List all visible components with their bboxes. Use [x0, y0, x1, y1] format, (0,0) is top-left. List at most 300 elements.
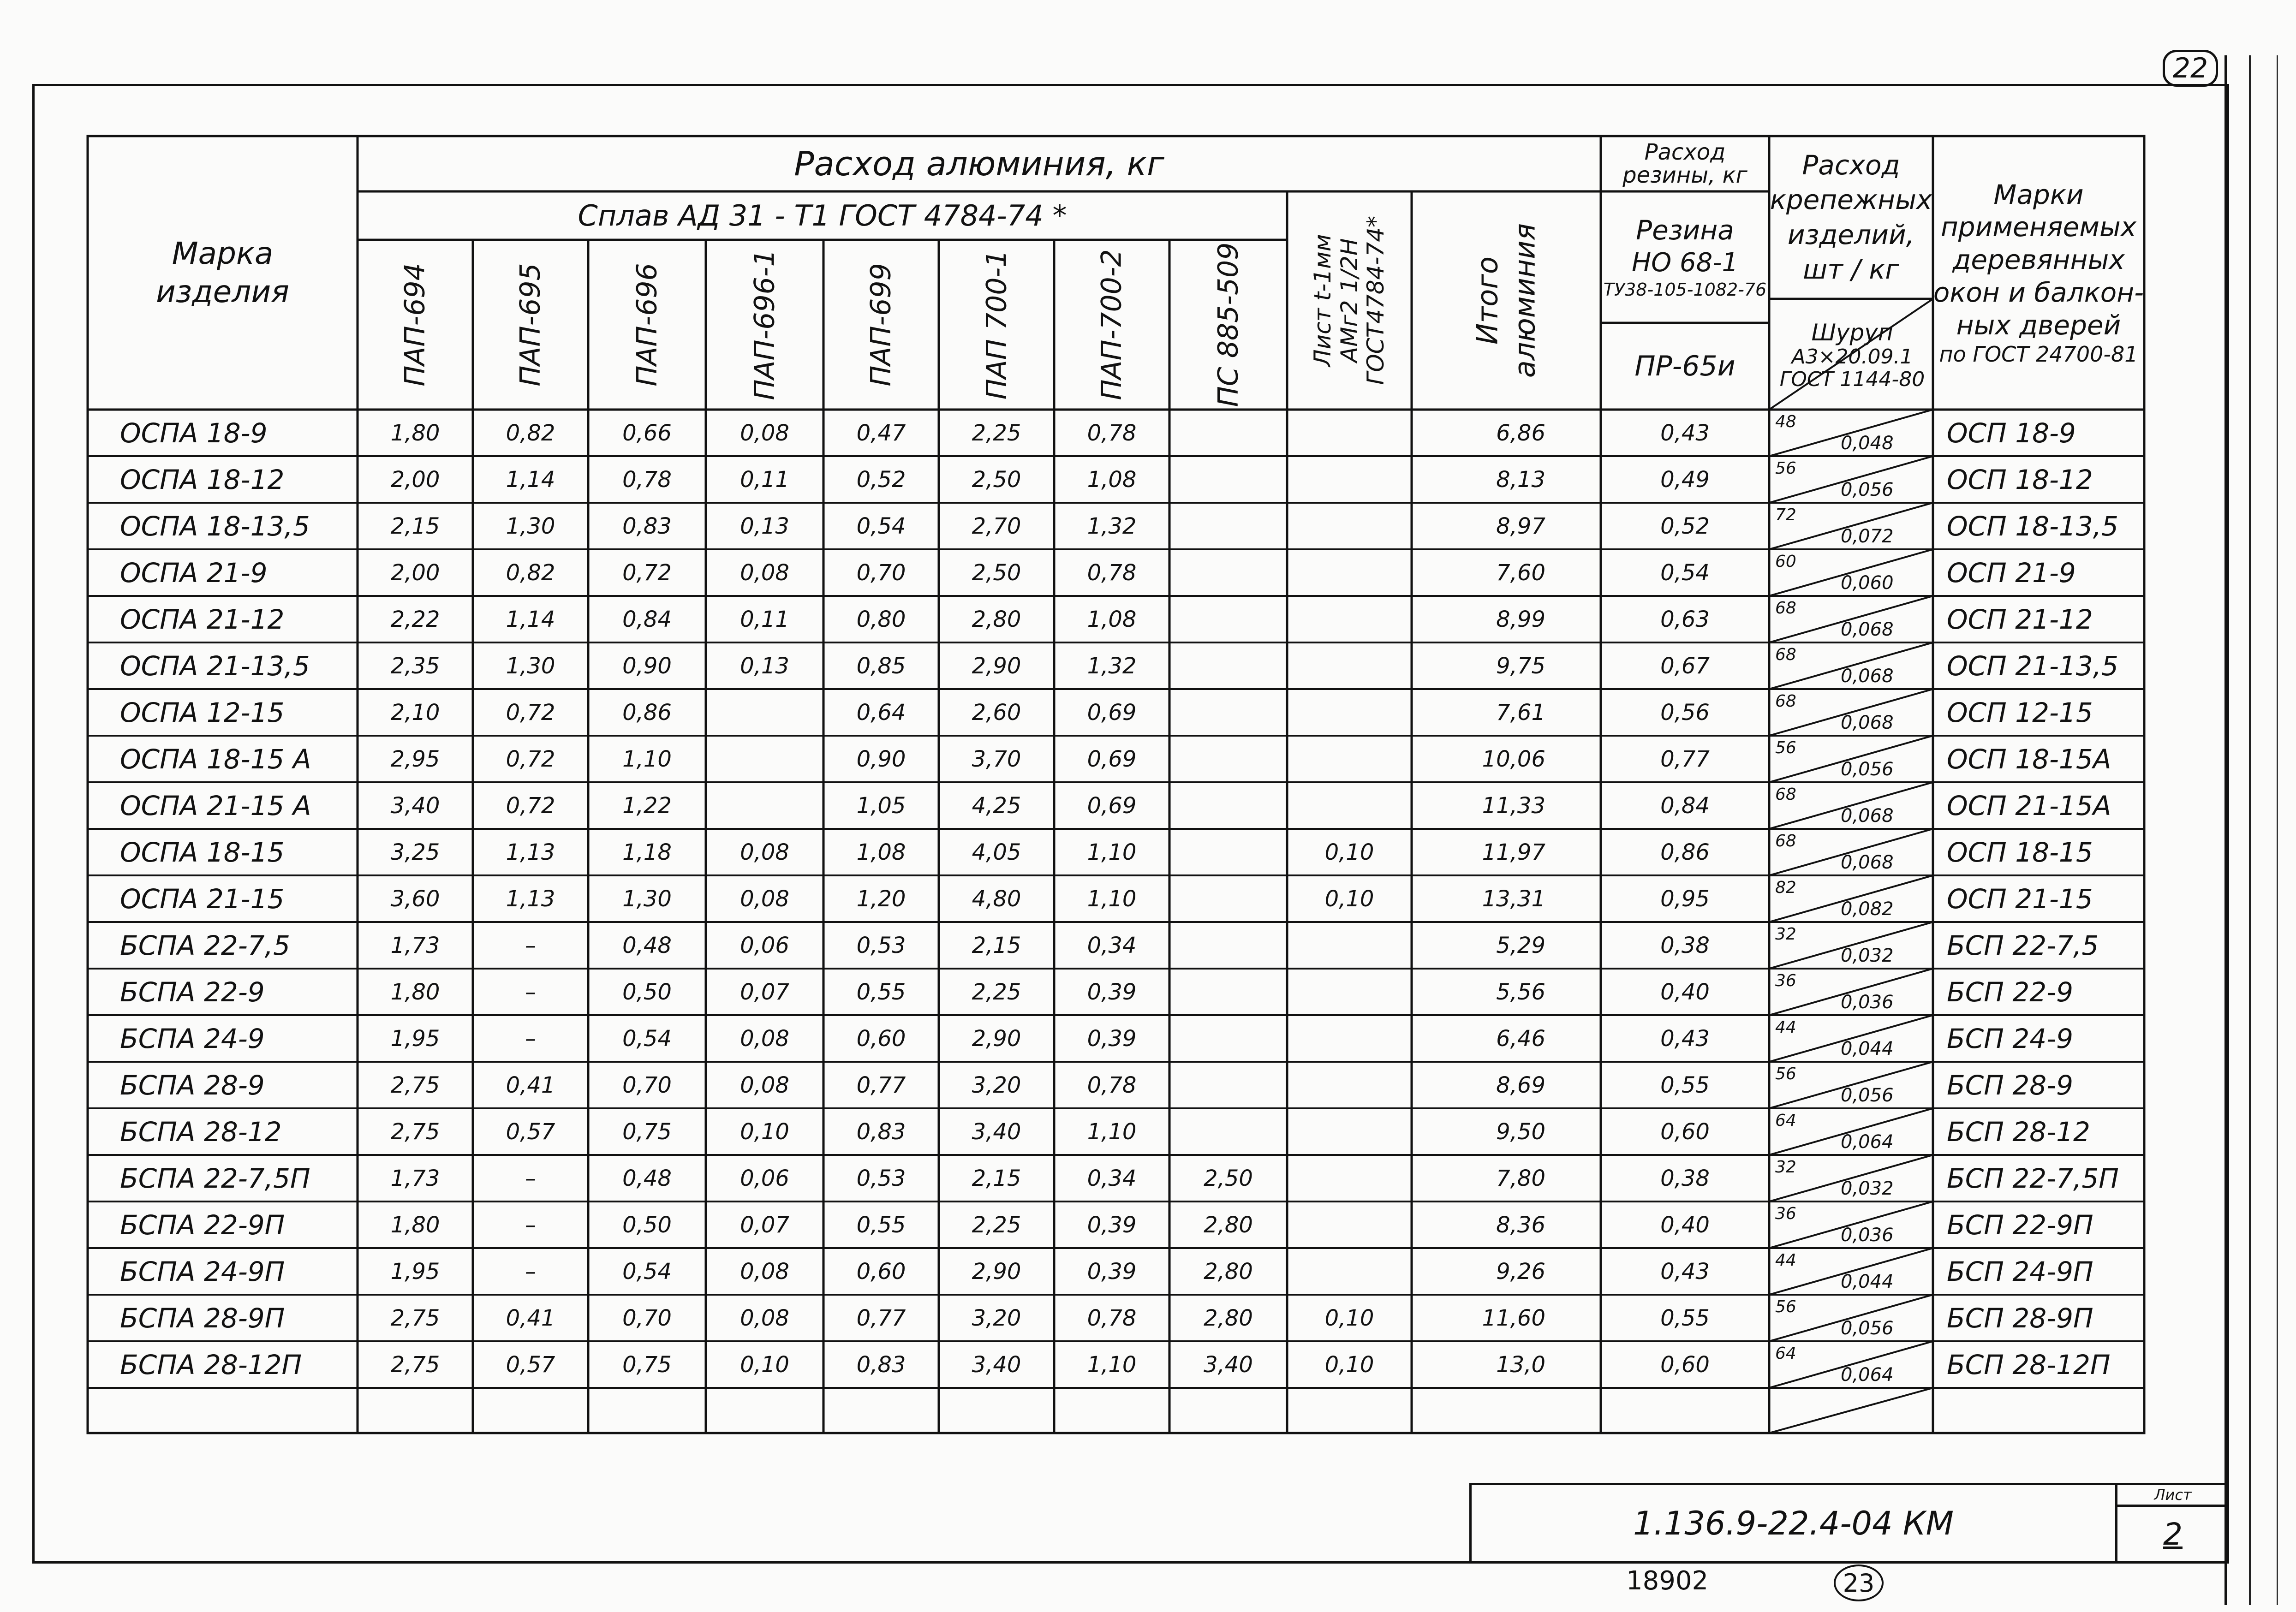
header-rubber-material — [1601, 191, 1769, 323]
cell-c4: 0,06 — [740, 932, 789, 958]
header-sheet-line-1: Лист t-1мм — [1309, 234, 1336, 367]
rubber-material-line-3: ТУ38-105-1082-76 — [1603, 280, 1767, 300]
cell-c5: 0,85 — [856, 653, 906, 679]
cell-mark: БСПА 24-9П — [120, 1255, 285, 1287]
cell-c6: 2,70 — [972, 513, 1021, 539]
cell-window: БСП 28-12 — [1947, 1116, 2090, 1148]
cell-rubber: 0,56 — [1660, 699, 1710, 726]
cell-c8 — [1169, 549, 1287, 596]
cell-rubber: 0,49 — [1660, 466, 1710, 493]
cell-total: 8,36 — [1496, 1212, 1545, 1238]
cell-window: ОСП 18-9 — [1947, 417, 2076, 449]
cell-rubber: 0,38 — [1660, 1165, 1710, 1191]
cell-c5: 0,55 — [856, 979, 906, 1005]
cell-c6: 2,25 — [972, 420, 1021, 446]
cell-c3: 0,50 — [622, 1212, 672, 1238]
cell-rubber: 0,40 — [1660, 979, 1710, 1005]
cell-sheet — [1287, 596, 1412, 642]
cell-total: 7,61 — [1496, 699, 1545, 726]
cell-fastener-qty: 72 — [1775, 506, 1796, 524]
header-alloy-col-6: ПАП 700-1 — [980, 250, 1013, 400]
cell-c3: 0,84 — [622, 606, 672, 632]
cell-sheet — [1287, 503, 1412, 549]
cell-fastener-kg: 0,056 — [1841, 759, 1894, 780]
cell-c6: 2,90 — [972, 1025, 1021, 1052]
cell-c8 — [1169, 1108, 1287, 1155]
cell-rubber: 0,54 — [1660, 559, 1710, 586]
header-alloy-group: Сплав АД 31 - Т1 ГОСТ 4784-74 * — [578, 199, 1067, 232]
cell-c7: 0,78 — [1087, 559, 1137, 586]
marks-line-1: Марки — [1993, 178, 2084, 210]
cell-c5: 0,53 — [856, 932, 906, 958]
cell-rubber: 0,52 — [1660, 513, 1710, 539]
cell-fastener-kg: 0,068 — [1841, 712, 1894, 733]
cell-fastener-kg: 0,036 — [1841, 992, 1894, 1013]
cell-total: 5,29 — [1496, 932, 1545, 958]
cell-c4: 0,08 — [740, 1305, 789, 1331]
cell-c2: 0,82 — [506, 420, 555, 446]
cell-c7: 0,39 — [1087, 979, 1137, 1005]
fastener-diagonal — [1769, 1388, 1933, 1433]
cell-fastener-qty: 44 — [1775, 1018, 1796, 1037]
cell-total: 11,60 — [1482, 1305, 1545, 1331]
cell-c6: 2,15 — [972, 932, 1021, 958]
cell-mark: БСПА 22-7,5 — [120, 929, 290, 961]
cell-c6: 3,40 — [972, 1118, 1021, 1145]
cell-c2: 0,41 — [506, 1072, 555, 1098]
cell-c8 — [1169, 875, 1287, 922]
cell-window: ОСП 21-13,5 — [1947, 650, 2119, 682]
cell-mark: ОСПА 21-12 — [120, 603, 285, 635]
cell-rubber: 0,60 — [1660, 1118, 1710, 1145]
screw-line-1: Шуруп — [1811, 319, 1893, 346]
cell-c2: – — [525, 1025, 536, 1052]
header-alloy-col-1: ПАП-694 — [399, 263, 432, 387]
cell-c5: 0,52 — [856, 466, 906, 493]
cell-fastener-kg: 0,044 — [1841, 1038, 1894, 1059]
screw-line-3: ГОСТ 1144-80 — [1779, 368, 1925, 391]
cell-c8 — [1169, 456, 1287, 503]
cell-sheet — [1287, 1155, 1412, 1202]
cell-c1: 1,73 — [390, 932, 440, 958]
cell-sheet — [1287, 642, 1412, 689]
cell-c8 — [1169, 596, 1287, 642]
header-rubber-group: Расход резины, кг — [1622, 139, 1747, 188]
cell-window: БСП 28-12П — [1947, 1349, 2111, 1380]
cell-sheet — [1287, 1062, 1412, 1108]
cell-mark: БСПА 22-9П — [120, 1209, 285, 1241]
cell-mark: БСПА 28-9 — [120, 1069, 265, 1101]
cell-fastener-kg: 0,056 — [1841, 1318, 1894, 1339]
cell-c4: 0,11 — [740, 466, 789, 493]
cell-c5: 1,05 — [856, 792, 906, 819]
cell-sheet — [1287, 456, 1412, 503]
cell-fastener-qty: 64 — [1775, 1344, 1796, 1363]
cell-c4 — [706, 782, 823, 829]
cell-c2: – — [525, 1212, 536, 1238]
cell-c2: – — [525, 932, 536, 958]
archive-number: 18902 — [1626, 1566, 1709, 1596]
cell-fastener-kg: 0,064 — [1841, 1364, 1894, 1386]
cell-fastener-qty: 36 — [1775, 1204, 1796, 1223]
cell-sheet — [1287, 922, 1412, 969]
cell-c3: 0,70 — [622, 1305, 672, 1331]
marks-line-4: окон и балкон- — [1933, 276, 2144, 308]
rubber-material-line-2: НО 68-1 — [1631, 248, 1739, 278]
cell-sheet: 0,10 — [1324, 1351, 1374, 1378]
cell-fastener-qty: 68 — [1775, 645, 1796, 664]
cell-c3: 0,70 — [622, 1072, 672, 1098]
cell-total: 11,97 — [1482, 839, 1545, 865]
cell-c4: 0,07 — [740, 979, 789, 1005]
cell-c2: 1,14 — [506, 466, 555, 493]
cell-c4: 0,08 — [740, 1072, 789, 1098]
cell-c7: 1,32 — [1087, 653, 1137, 679]
cell-c7: 0,39 — [1087, 1025, 1137, 1052]
cell-c5: 0,60 — [856, 1025, 906, 1052]
cell-window: ОСП 21-15А — [1947, 790, 2111, 821]
cell-c7: 1,32 — [1087, 513, 1137, 539]
cell-window: ОСП 21-9 — [1947, 557, 2076, 589]
cell-c1: 1,95 — [390, 1258, 440, 1285]
header-sheet-line-2: АМг2 1/2Н — [1336, 238, 1363, 363]
rubber-material-line-1: Резина — [1636, 214, 1734, 246]
cell-fastener-qty: 36 — [1775, 971, 1796, 990]
cell-fastener-qty: 60 — [1775, 552, 1796, 571]
cell-c6: 3,40 — [972, 1351, 1021, 1378]
cell-fastener-kg: 0,056 — [1841, 1085, 1894, 1106]
cell-rubber: 0,86 — [1660, 839, 1710, 865]
cell-total: 11,33 — [1482, 792, 1545, 819]
cell-mark: ОСПА 21-15 — [120, 883, 285, 915]
cell-c5: 1,20 — [856, 886, 906, 912]
cell-c3: 0,48 — [622, 1165, 672, 1191]
marks-line-6: по ГОСТ 24700-81 — [1939, 342, 2138, 367]
cell-total: 10,06 — [1482, 746, 1545, 772]
cell-sheet — [1287, 782, 1412, 829]
cell-total: 9,75 — [1496, 653, 1545, 679]
cell-c1: 3,60 — [390, 886, 440, 912]
cell-fastener-qty: 44 — [1775, 1251, 1796, 1270]
cell-c2: 1,30 — [506, 653, 555, 679]
cell-sheet — [1287, 1015, 1412, 1062]
cell-c4: 0,08 — [740, 559, 789, 586]
cell-sheet — [1287, 969, 1412, 1015]
cell-c4 — [706, 689, 823, 736]
page-number: 23 — [1834, 1564, 1884, 1601]
cell-fastener-kg: 0,068 — [1841, 852, 1894, 873]
cell-c3: 0,72 — [622, 559, 672, 586]
cell-c2: 1,14 — [506, 606, 555, 632]
cell-sheet — [1287, 549, 1412, 596]
cell-rubber: 0,55 — [1660, 1305, 1710, 1331]
cell-fastener-kg: 0,068 — [1841, 619, 1894, 640]
cell-rubber: 0,60 — [1660, 1351, 1710, 1378]
cell-c5: 0,47 — [856, 420, 906, 446]
cell-c7: 1,10 — [1087, 1118, 1137, 1145]
header-marks-column — [1933, 136, 2144, 410]
cell-fastener-kg: 0,048 — [1841, 433, 1894, 454]
cell-fastener-qty: 56 — [1775, 1297, 1796, 1316]
cell-c4: 0,08 — [740, 420, 789, 446]
cell-c6: 2,50 — [972, 466, 1021, 493]
cell-c3: 0,90 — [622, 653, 672, 679]
cell-c3: 0,66 — [622, 420, 672, 446]
cell-sheet — [1287, 1202, 1412, 1248]
cell-c1: 2,00 — [390, 559, 440, 586]
cell-fastener-kg: 0,082 — [1841, 898, 1894, 920]
cell-total: 8,97 — [1496, 513, 1545, 539]
cell-c8 — [1169, 1015, 1287, 1062]
cell-c1: 2,75 — [390, 1305, 440, 1331]
cell-fastener-kg: 0,044 — [1841, 1271, 1894, 1292]
cell-c7: 0,69 — [1087, 746, 1137, 772]
cell-rubber: 0,84 — [1660, 792, 1710, 819]
cell-sheet — [1287, 736, 1412, 782]
cell-window: ОСП 21-12 — [1947, 603, 2093, 635]
cell-window: БСП 22-9 — [1947, 976, 2073, 1008]
cell-rubber: 0,38 — [1660, 932, 1710, 958]
cell-fastener-kg: 0,068 — [1841, 666, 1894, 687]
cell-window: ОСП 18-15 — [1947, 836, 2093, 868]
cell-total: 13,31 — [1482, 886, 1545, 912]
cell-c8 — [1169, 969, 1287, 1015]
cell-c2: 1,30 — [506, 513, 555, 539]
cell-c3: 1,10 — [622, 746, 672, 772]
marks-line-5: ных дверей — [1956, 309, 2121, 341]
header-alloy-col-7: ПАП-700-2 — [1096, 249, 1128, 400]
cell-rubber: 0,67 — [1660, 653, 1710, 679]
cell-c7: 0,34 — [1087, 1165, 1137, 1191]
cell-c1: 1,95 — [390, 1025, 440, 1052]
cell-c2: 0,72 — [506, 699, 555, 726]
cell-mark: ОСПА 18-15 А — [120, 743, 311, 775]
cell-fastener-kg: 0,072 — [1841, 526, 1894, 547]
cell-c5: 0,55 — [856, 1212, 906, 1238]
cell-mark: БСПА 22-7,5П — [120, 1162, 310, 1194]
cell-c7: 0,69 — [1087, 792, 1137, 819]
cell-c5: 0,83 — [856, 1351, 906, 1378]
cell-c6: 2,90 — [972, 1258, 1021, 1285]
cell-fastener-qty: 68 — [1775, 599, 1796, 618]
marks-line-2: применяемых — [1940, 211, 2137, 243]
corner-sheet-number: 22 — [2163, 50, 2218, 87]
header-alloy-col-8: ПС 885-509 — [1212, 242, 1245, 407]
cell-fastener-kg: 0,032 — [1841, 1178, 1894, 1199]
marks-line-3: деревянных — [1952, 244, 2125, 276]
cell-c4: 0,08 — [740, 886, 789, 912]
cell-c3: 0,54 — [622, 1025, 672, 1052]
cell-c4: 0,08 — [740, 1258, 789, 1285]
cell-c6: 2,60 — [972, 699, 1021, 726]
cell-mark: ОСПА 12-15 — [120, 696, 285, 728]
cell-c8: 2,80 — [1204, 1305, 1253, 1331]
cell-c7: 1,10 — [1087, 839, 1137, 865]
cell-c3: 0,48 — [622, 932, 672, 958]
cell-window: ОСП 12-15 — [1947, 696, 2093, 728]
cell-c4: 0,07 — [740, 1212, 789, 1238]
cell-window: БСП 22-7,5П — [1947, 1162, 2119, 1194]
cell-mark: БСПА 28-9П — [120, 1302, 285, 1334]
cell-c2: – — [525, 979, 536, 1005]
cell-c8 — [1169, 410, 1287, 456]
cell-c5: 0,64 — [856, 699, 906, 726]
header-rubber-profile: ПР-65и — [1634, 350, 1735, 382]
cell-c7: 1,10 — [1087, 886, 1137, 912]
cell-c1: 2,75 — [390, 1072, 440, 1098]
cell-sheet — [1287, 410, 1412, 456]
cell-c2: 0,72 — [506, 792, 555, 819]
cell-sheet — [1287, 1248, 1412, 1295]
cell-c8 — [1169, 782, 1287, 829]
cell-fastener-kg: 0,068 — [1841, 805, 1894, 827]
cell-c7: 0,78 — [1087, 420, 1137, 446]
cell-total: 9,50 — [1496, 1118, 1545, 1145]
cell-total: 9,26 — [1496, 1258, 1545, 1285]
cell-c4: 0,10 — [740, 1351, 789, 1378]
cell-total: 7,80 — [1496, 1165, 1545, 1191]
cell-fastener-kg: 0,036 — [1841, 1225, 1894, 1246]
cell-rubber: 0,40 — [1660, 1212, 1710, 1238]
cell-total: 8,99 — [1496, 606, 1545, 632]
cell-c4: 0,11 — [740, 606, 789, 632]
cell-total: 6,46 — [1496, 1025, 1545, 1052]
cell-c7: 0,78 — [1087, 1072, 1137, 1098]
cell-c3: 0,75 — [622, 1351, 672, 1378]
header-total-column: Итого алюминия — [1470, 223, 1541, 378]
cell-rubber: 0,43 — [1660, 1258, 1710, 1285]
fastener-line-3: изделий, — [1787, 219, 1915, 250]
cell-fastener-kg: 0,056 — [1841, 479, 1894, 500]
cell-window: ОСП 18-15А — [1947, 743, 2111, 775]
cell-c3: 0,54 — [622, 1258, 672, 1285]
cell-c1: 2,35 — [390, 653, 440, 679]
cell-window: БСП 22-7,5 — [1947, 929, 2099, 961]
header-aluminium-group: Расход алюминия, кг — [794, 144, 1164, 183]
cell-total: 6,86 — [1496, 420, 1545, 446]
cell-c3: 1,30 — [622, 886, 672, 912]
fastener-line-4: шт / кг — [1803, 253, 1899, 285]
cell-fastener-qty: 68 — [1775, 692, 1796, 711]
cell-c1: 3,25 — [390, 839, 440, 865]
header-alloy-col-3: ПАП-696 — [631, 263, 663, 387]
cell-c6: 3,20 — [972, 1072, 1021, 1098]
cell-fastener-qty: 68 — [1775, 832, 1796, 851]
cell-c1: 1,80 — [390, 1212, 440, 1238]
cell-c2: – — [525, 1258, 536, 1285]
cell-c4: 0,08 — [740, 839, 789, 865]
header-screw-spec — [1774, 302, 1931, 408]
cell-sheet — [1287, 689, 1412, 736]
cell-c6: 3,20 — [972, 1305, 1021, 1331]
cell-c8 — [1169, 736, 1287, 782]
cell-total: 8,69 — [1496, 1072, 1545, 1098]
cell-c1: 2,75 — [390, 1351, 440, 1378]
sheet-number: 2 — [2163, 1516, 2183, 1552]
cell-window: БСП 28-9 — [1947, 1069, 2073, 1101]
document-code: 1.136.9-22.4-04 КМ — [1633, 1504, 1954, 1542]
cell-c1: 2,00 — [390, 466, 440, 493]
cell-c6: 4,80 — [972, 886, 1021, 912]
cell-total: 8,13 — [1496, 466, 1545, 493]
cell-sheet: 0,10 — [1324, 886, 1374, 912]
cell-c6: 4,25 — [972, 792, 1021, 819]
cell-c1: 1,80 — [390, 420, 440, 446]
cell-c6: 2,80 — [972, 606, 1021, 632]
cell-total: 13,0 — [1496, 1351, 1545, 1378]
cell-window: ОСП 18-12 — [1947, 464, 2093, 495]
cell-fastener-qty: 32 — [1775, 925, 1796, 944]
cell-fastener-qty: 56 — [1775, 1065, 1796, 1083]
header-alloy-col-2: ПАП-695 — [514, 263, 547, 387]
cell-mark: ОСПА 21-9 — [120, 557, 268, 589]
cell-c4: 0,08 — [740, 1025, 789, 1052]
cell-c5: 0,77 — [856, 1305, 906, 1331]
cell-c6: 2,15 — [972, 1165, 1021, 1191]
cell-rubber: 0,63 — [1660, 606, 1710, 632]
cell-c3: 0,78 — [622, 466, 672, 493]
header-alloy-col-4: ПАП-696-1 — [748, 249, 781, 400]
cell-c3: 0,50 — [622, 979, 672, 1005]
cell-c8 — [1169, 689, 1287, 736]
cell-c2: 1,13 — [506, 839, 555, 865]
cell-rubber: 0,43 — [1660, 420, 1710, 446]
cell-c1: 3,40 — [390, 792, 440, 819]
cell-c3: 0,83 — [622, 513, 672, 539]
fastener-line-2: крепежных — [1770, 184, 1932, 216]
cell-c2: – — [525, 1165, 536, 1191]
cell-c8: 2,80 — [1204, 1212, 1253, 1238]
cell-c2: 0,82 — [506, 559, 555, 586]
cell-c1: 1,80 — [390, 979, 440, 1005]
cell-c5: 0,77 — [856, 1072, 906, 1098]
cell-sheet: 0,10 — [1324, 839, 1374, 865]
sheet-label: Лист — [2154, 1486, 2192, 1504]
cell-fastener-qty: 48 — [1775, 412, 1796, 431]
cell-c8 — [1169, 922, 1287, 969]
cell-mark: ОСПА 18-12 — [120, 464, 285, 495]
cell-mark: ОСПА 18-13,5 — [120, 510, 310, 542]
cell-c2: 0,57 — [506, 1118, 555, 1145]
cell-c7: 0,78 — [1087, 1305, 1137, 1331]
header-sheet-column — [1287, 191, 1412, 410]
cell-c1: 2,15 — [390, 513, 440, 539]
cell-window: БСП 24-9П — [1947, 1255, 2093, 1287]
cell-c3: 1,18 — [622, 839, 672, 865]
cell-rubber: 0,77 — [1660, 746, 1710, 772]
cell-c4 — [706, 736, 823, 782]
cell-c8 — [1169, 642, 1287, 689]
cell-c3: 1,22 — [622, 792, 672, 819]
cell-c6: 2,25 — [972, 979, 1021, 1005]
cell-c2: 0,57 — [506, 1351, 555, 1378]
cell-c8 — [1169, 829, 1287, 875]
cell-c5: 0,54 — [856, 513, 906, 539]
header-sheet-line-3: ГОСТ4784-74* — [1362, 216, 1389, 385]
cell-c2: 1,13 — [506, 886, 555, 912]
cell-c1: 2,95 — [390, 746, 440, 772]
cell-c5: 0,83 — [856, 1118, 906, 1145]
cell-c4: 0,13 — [740, 513, 789, 539]
cell-c4: 0,13 — [740, 653, 789, 679]
cell-c6: 3,70 — [972, 746, 1021, 772]
cell-rubber: 0,43 — [1660, 1025, 1710, 1052]
cell-c3: 0,75 — [622, 1118, 672, 1145]
cell-c4: 0,10 — [740, 1118, 789, 1145]
cell-c7: 0,34 — [1087, 932, 1137, 958]
cell-fastener-qty: 32 — [1775, 1158, 1796, 1177]
cell-fastener-qty: 56 — [1775, 459, 1796, 478]
